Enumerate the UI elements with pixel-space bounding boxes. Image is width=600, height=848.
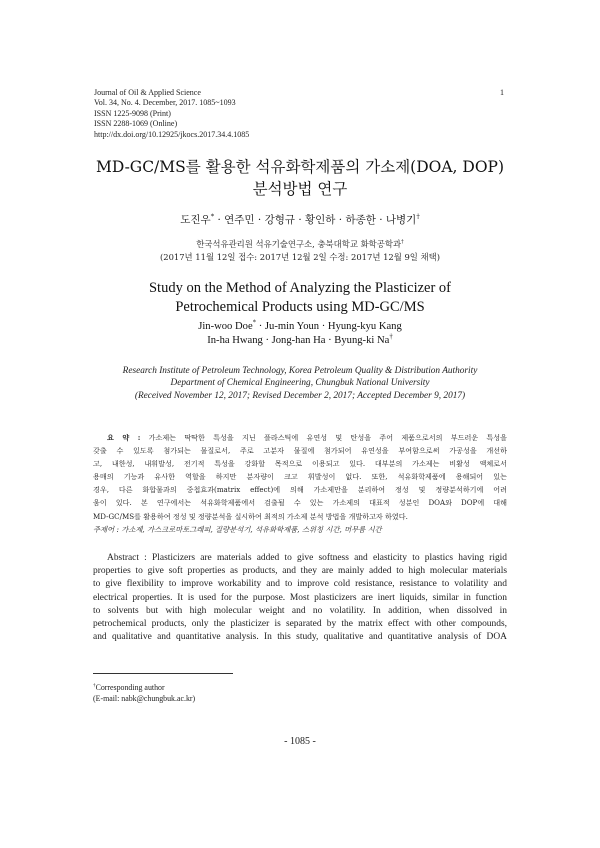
- keywords-text: 가소제, 가스크로마토그래피, 질량분석기, 석유화학제품, 스위칭 시간, 머무름 시간: [121, 525, 382, 534]
- header-page-number: 1: [500, 88, 504, 97]
- title-korean-line2: 분석방법 연구: [252, 180, 348, 198]
- author-en-corresponding-mark: †: [389, 333, 393, 341]
- author-en-first: Jin-woo Doe: [198, 321, 253, 332]
- footnote: [93, 682, 195, 704]
- dates-korean: (2017년 11월 12일 접수: 2017년 12월 2일 수정: 2017년 12월 9일 채택): [159, 252, 441, 262]
- footnote-email: (E-mail: nabk@chungbuk.ac.kr): [93, 694, 196, 703]
- footnote-line1: Corresponding author: [95, 683, 165, 692]
- footnote-divider: [93, 673, 233, 674]
- affiliation-en-line1: Research Institute of Petroleum Technology, Korea Petroleum Quality & Distribution Authority: [122, 366, 478, 376]
- affiliation-english: [60, 365, 540, 402]
- keywords-label: 주제어 :: [93, 525, 119, 534]
- affiliation-ko-line1: 한국석유관리원 석유기술연구소, 충북대학교 화학공학과: [196, 239, 402, 249]
- journal-header: [94, 88, 249, 140]
- abstract-korean: 요 약 : 가소제는 딱딱한 특성을 지닌 플라스틱에 유연성 및 탄성을 주어 제품으로서의 부드러운 특성을 갖출 수 있도록 첨가되는 물질로서, 주로 고분자 물질에 첨가되어 유연성을 부여함으로써 가공성을 개선하 고, 내한성, 내휘발성, 전기적 특성을 강화할 목적으로 이용되고 있다. 대부분의 가소제는 비활성 액체로서 용매의 기능과 유사한 역할을 하지만 분자량이 크고 휘발성이 없다. 또한, 석유화학제품에 용해되어 있는 경우, 다른 화합물과의 중첩효과(matrix effect)에 의해 가소제만을 분리하여 정성 및 정량분석하기에 어려 움이 있다. 본 연구에서는 석유화학제품에서 검출될 수 있는 가소제의 대표적 성분인 DOA와 DOP에 대해 MD-GC/MS를 활용하여 정성 및 정량분석을 실시하여 최적의 가소제 분석 방법을 개발하고자 하였다.: [93, 433, 507, 521]
- footnote-mark: †: [93, 682, 96, 689]
- author-ko-first-mark: *: [210, 212, 215, 221]
- issn-print: ISSN 1225-9098 (Print): [94, 108, 171, 118]
- title-korean-line1: MD-GC/MS를 활용한 석유화학제품의 가소제(DOA, DOP): [95, 158, 505, 176]
- affiliation-ko-mark: †: [401, 239, 404, 246]
- author-ko-first: 도진우: [180, 214, 211, 226]
- author-en-line2: In-ha Hwang · Jong-han Ha · Byung-ki Na: [207, 335, 390, 346]
- doi-link[interactable]: http://dx.doi.org/10.12925/jkocs.2017.34.4.1085: [94, 129, 250, 139]
- journal-volume: Vol. 34, No. 4. December, 2017. 1085~1093: [94, 98, 236, 108]
- corresponding-mark: †: [416, 212, 420, 221]
- author-en-first-mark: *: [252, 319, 257, 327]
- issn-online: ISSN 2288-1069 (Online): [94, 119, 178, 129]
- author-ko-rest: · 연주민 · 강형규 · 황인하 · 하종한 · 나병기: [217, 214, 417, 226]
- title-english-line1: Study on the Method of Analyzing the Plasticizer of: [148, 280, 452, 296]
- keywords-korean: [93, 525, 507, 535]
- footer-page-number: - 1085 -: [284, 736, 316, 747]
- dates-english: (Received November 12, 2017; Revised December 2, 2017; Accepted December 9, 2017): [134, 390, 466, 401]
- affiliation-korean: [60, 238, 540, 264]
- title-korean: [60, 156, 540, 200]
- title-english-line2: Petrochemical Products using MD-GC/MS: [175, 298, 425, 315]
- authors-english: [60, 320, 540, 348]
- abstract-english: Abstract : Plasticizers are materials added to give softness and elasticity to plastics having rigid properties to give soft properties as products, and they are mainly added to high molecular materials to give flexibility to improve workability and to improve cold resistance, resistance to volatility and electrical properties. It is used for the purpose. Most plasticizers are inert liquids, similar in function to solvents but with high molecular weight and no volatility. In addition, when dissolved in petrochemical products, only the plasticizer is separated by the matrix effect with other compounds, and qualitative and quantitative analysis. In this study, qualitative and quantitative analysis of DOA: [93, 553, 508, 643]
- authors-korean: [60, 212, 540, 227]
- journal-name: Journal of Oil & Applied Science: [94, 88, 201, 97]
- abstract-en-label: Abstract :: [107, 553, 147, 563]
- title-english: [60, 279, 540, 316]
- abstract-ko-label: 요 약 :: [107, 433, 141, 442]
- affiliation-en-line2: Department of Chemical Engineering, Chungbuk National University: [170, 378, 430, 389]
- author-en-line1-rest: · Ju-min Youn · Hyung-kyu Kang: [258, 321, 402, 332]
